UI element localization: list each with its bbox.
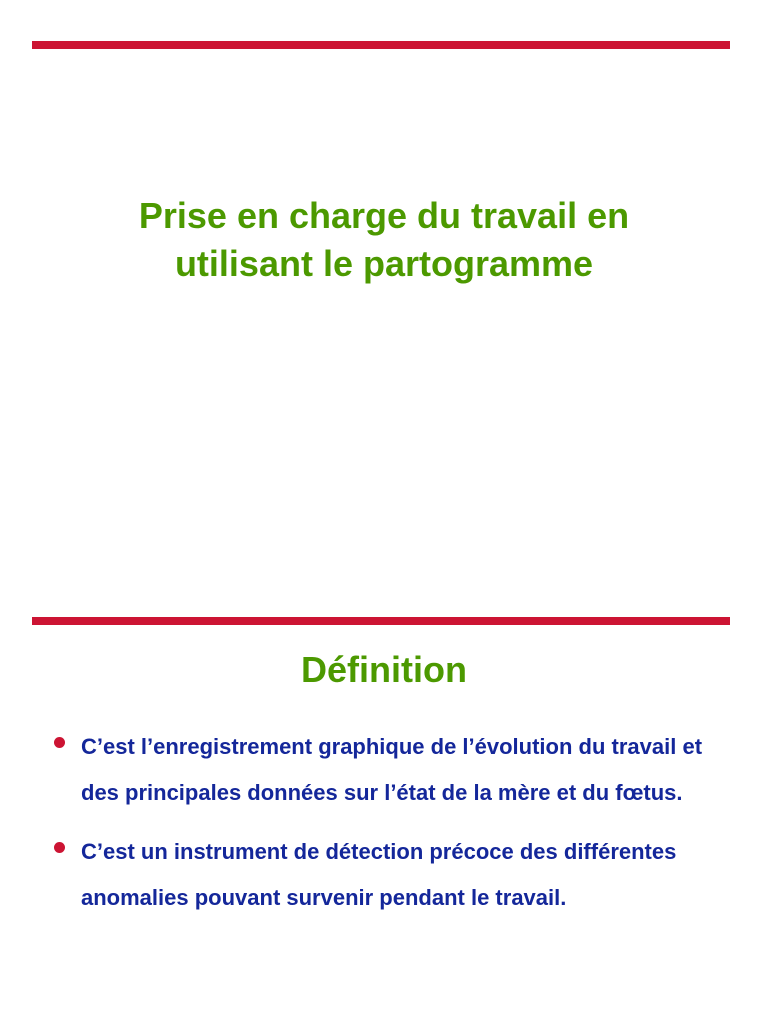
slide-title	[40, 192, 728, 288]
bullet-text: C’est un instrument de détection précoce des différentes anomalies pouvant survenir pendant le travail.	[81, 839, 677, 910]
definition-bullet-list	[48, 724, 718, 921]
slide-title-line-2: utilisant le partogramme	[174, 243, 594, 284]
slide-title-line-1: Prise en charge du travail en	[138, 195, 630, 236]
definition-heading: Définition	[301, 649, 467, 690]
definition-bullet-item	[48, 724, 718, 816]
definition-slide	[0, 576, 768, 1024]
bullet-text: C’est l’enregistrement graphique de l’évolution du travail et des principales données sur l’état de la mère et du fœtus.	[81, 734, 703, 805]
bullet-dot-icon	[54, 737, 65, 748]
definition-divider-rule	[32, 617, 730, 625]
bullet-dot-icon	[54, 842, 65, 853]
definition-bullet-item	[48, 829, 718, 921]
top-divider-rule	[32, 41, 730, 49]
